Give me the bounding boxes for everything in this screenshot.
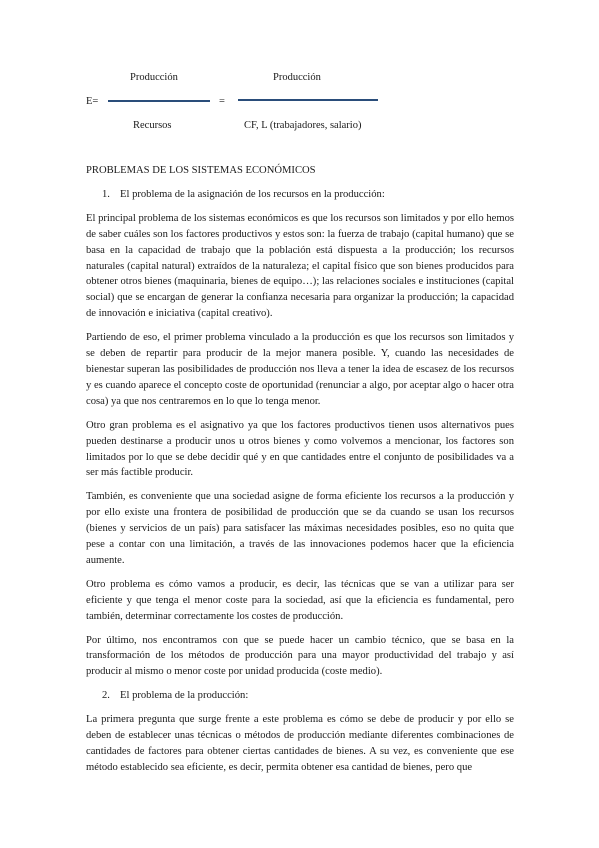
numbered-item-2: [86, 688, 514, 704]
fraction-bar-1: [108, 100, 210, 102]
paragraph: También, es conveniente que una sociedad asigne de forma eficiente los recursos a la producción y por ello existe una frontera de posibilidad de producción que se da cuando se usan los recursos (bienes y servicios de un país) para satisfacer las máximas necesidades posibles, eso no quita que pese a contar con una limitación, a través de las innovaciones podemos hacer que la eficiencia aumente.: [86, 491, 514, 566]
formula-lhs: E=: [86, 96, 99, 107]
paragraph: La primera pregunta que surge frente a este problema es cómo se debe de producir y por ello se deben de establecer unas técnicas o métodos de producción mediante diferentes combinaciones de cantidades de factores para obtener ciertas cantidades de bienes. A su vez, es conveniente que ese método establecido sea eficiente, es decir, permita obtener esa cantidad de bienes, pero que: [86, 714, 514, 773]
paragraph: Partiendo de eso, el primer problema vinculado a la producción es que los recursos son limitados y se deben de repartir para producir de la mejor manera posible. Y, cuando las necesidades de bienestar superan las posibilidades de producción nos lleva a tener la idea de escasez de los recursos y es cuando aparece el concepto coste de oportunidad (renunciar a algo, por aceptar algo o hacer otra cosa) ya que nos centraremos en lo que lo tenga menor.: [86, 332, 514, 407]
document-body: [86, 163, 514, 784]
formula-numerator-2: Producción: [273, 72, 321, 83]
section-heading: PROBLEMAS DE LOS SISTEMAS ECONÓMICOS: [86, 165, 316, 176]
item-number: 1.: [102, 188, 110, 200]
paragraph: Otro gran problema es el asignativo ya que los factores productivos tienen usos alternativos pues pueden destinarse a producir unos u otros bienes y como volvemos a mencionar, los factores son limitados por lo que se debe decidir qué y en que cantidades entre el conjunto de posibilidades va a ser más factible producir.: [86, 419, 514, 479]
efficiency-formula: [0, 0, 599, 140]
formula-equals: =: [219, 96, 225, 107]
paragraph: El principal problema de los sistemas económicos es que los recursos son limitados y por ello hemos de saber cuáles son los factores productivos y estos son: la fuerza de trabajo (capital humano) que se basa en la capacidad de trabajo que la población está dispuesta a la producción; los recursos naturales (capital natural) extraídos de la naturaleza; el capital físico que son bienes producidos para obtener otros bienes (maquinaria, bienes de equipo…); las relaciones sociales e instituciones (capital social) que se encargan de generar la confianza necesaria para organizar la producción; la capacidad de innovación e iniciativa (capital creativo).: [86, 212, 514, 320]
fraction-bar-2: [238, 99, 378, 101]
formula-numerator-1: Producción: [130, 72, 178, 83]
paragraph: Por último, nos encontramos con que se puede hacer un cambio técnico, que se basa en la transformación de los métodos de producción para una mayor productividad del trabajo y así producir al mismo o menor coste por unidad producida (coste medio).: [86, 634, 514, 678]
paragraph: Otro problema es cómo vamos a producir, es decir, las técnicas que se van a utilizar para ser eficiente y que tenga el menor coste para la sociedad, así que la eficiencia es fundamental, pero también, determinar correctamente los costes de producción.: [86, 578, 514, 622]
formula-denominator-2: CF, L (trabajadores, salario): [244, 120, 362, 131]
formula-denominator-1: Recursos: [133, 120, 172, 131]
numbered-item-1: [86, 187, 514, 203]
item-number: 2.: [102, 690, 110, 702]
item-text: El problema de la producción:: [120, 690, 249, 702]
item-text: El problema de la asignación de los recursos en la producción:: [120, 188, 385, 200]
